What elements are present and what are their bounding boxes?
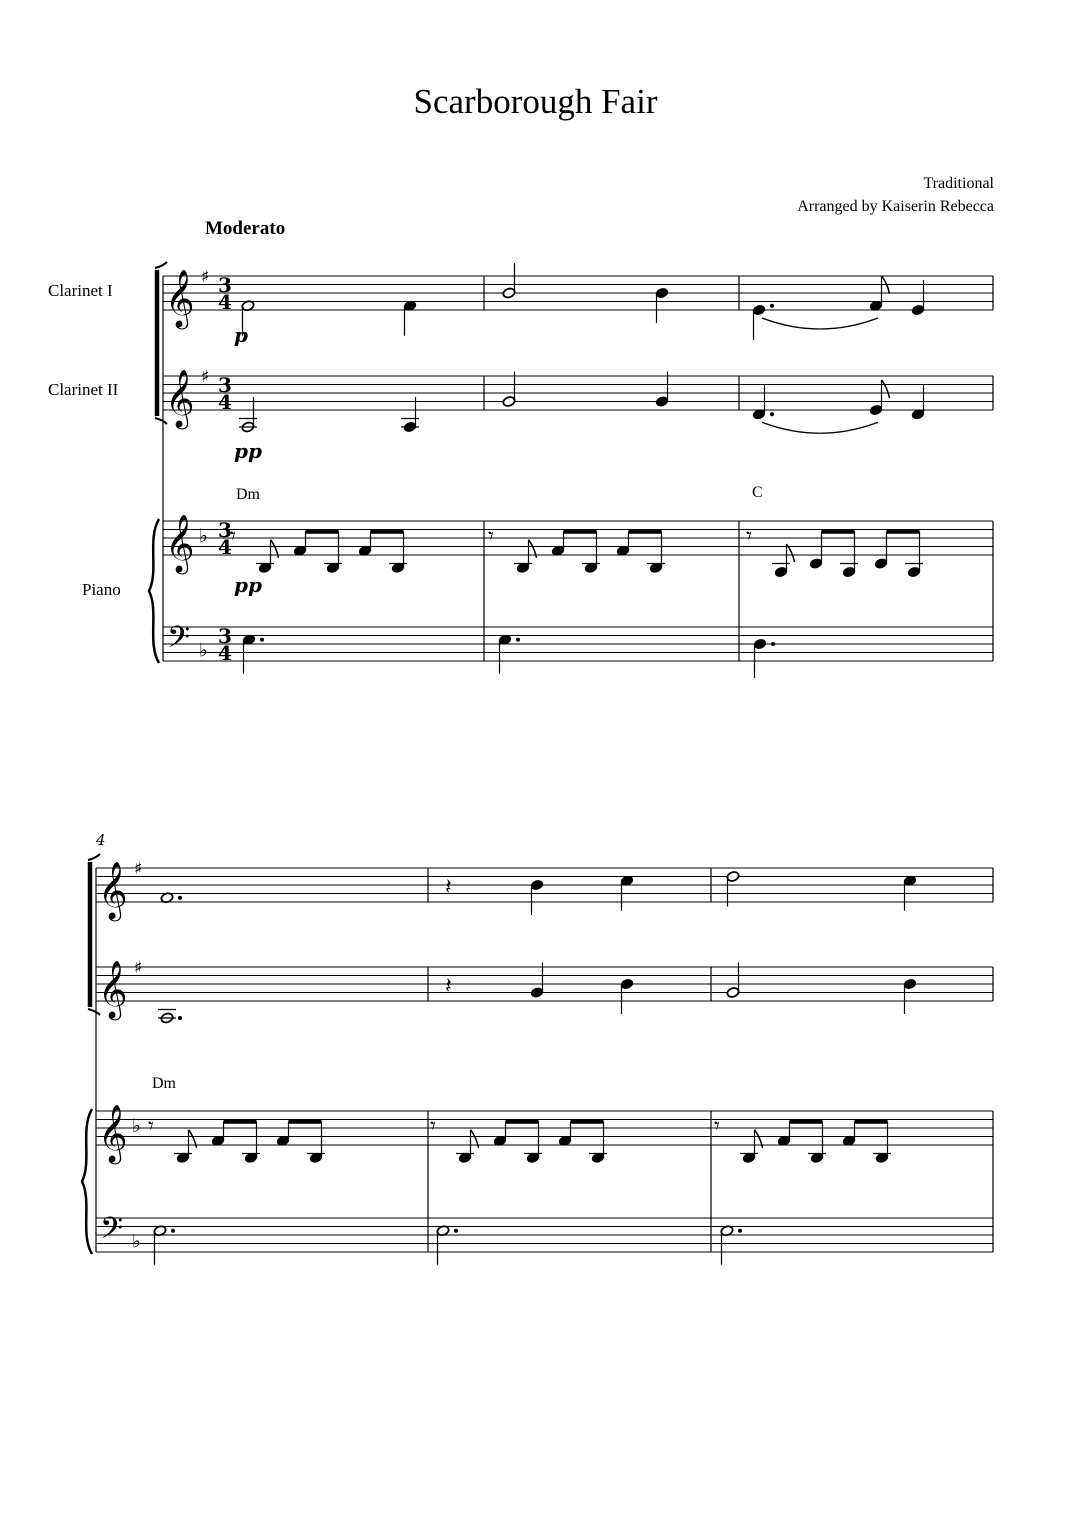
instrument-label-clarinet-2: Clarinet II xyxy=(48,380,119,399)
open-notehead xyxy=(726,987,740,999)
notehead xyxy=(774,566,788,578)
eighth-rest-icon: 𝄾 xyxy=(714,1114,720,1139)
flat-icon: ♭ xyxy=(199,639,208,662)
augmentation-dot xyxy=(260,638,264,642)
ensemble-bracket xyxy=(88,854,100,860)
chord-symbol: Dm xyxy=(152,1075,176,1092)
open-notehead xyxy=(502,396,516,408)
time-signature-numerator: 3 xyxy=(218,373,232,397)
flat-icon: ♭ xyxy=(132,1230,141,1253)
notehead xyxy=(530,879,544,891)
instrument-label-clarinet-1: Clarinet I xyxy=(48,281,113,300)
notehead xyxy=(874,558,888,570)
sharp-icon: ♯ xyxy=(201,267,210,287)
notehead xyxy=(753,638,767,650)
open-notehead xyxy=(502,287,516,299)
treble-clef-icon: 𝄞 xyxy=(98,861,128,919)
notehead xyxy=(655,396,669,408)
dynamic-marking: pp xyxy=(234,573,262,597)
treble-clef-icon: 𝄞 xyxy=(165,369,195,427)
notehead xyxy=(752,304,766,316)
time-signature-denominator: 4 xyxy=(218,535,232,559)
chord-symbol: C xyxy=(752,484,763,501)
piano-brace xyxy=(149,519,159,663)
composer-credit: Traditional xyxy=(923,175,994,192)
time-signature-denominator: 4 xyxy=(218,390,232,414)
ensemble-bracket xyxy=(155,262,167,268)
notehead xyxy=(907,566,921,578)
notehead xyxy=(842,566,856,578)
eighth-rest-icon: 𝄾 xyxy=(488,524,494,549)
sharp-icon: ♯ xyxy=(134,859,143,879)
score-title: Scarborough Fair xyxy=(413,82,658,121)
flat-icon: ♭ xyxy=(199,525,208,547)
augmentation-dot xyxy=(771,642,775,646)
bass-clef-icon: 𝄢 xyxy=(100,1212,124,1253)
slur xyxy=(762,318,878,329)
time-signature-numerator: 3 xyxy=(218,624,232,648)
treble-clef-icon: 𝄞 xyxy=(165,514,195,572)
notehead xyxy=(869,404,883,416)
quarter-rest-icon: 𝄽 xyxy=(445,974,452,999)
flat-icon: ♭ xyxy=(132,1115,141,1137)
quarter-rest-icon: 𝄽 xyxy=(445,875,452,900)
augmentation-dot xyxy=(171,1229,175,1233)
treble-clef-icon: 𝄞 xyxy=(165,269,195,327)
measure-number: 4 xyxy=(96,831,106,849)
eighth-rest-icon: 𝄾 xyxy=(148,1114,154,1139)
augmentation-dot xyxy=(770,412,774,416)
bass-clef-icon: 𝄢 xyxy=(167,621,191,662)
notehead xyxy=(903,978,917,990)
eighth-rest-icon: 𝄾 xyxy=(430,1114,436,1139)
notehead xyxy=(530,987,544,999)
sharp-icon: ♯ xyxy=(134,958,143,978)
piano-brace xyxy=(82,1109,92,1254)
tempo-marking: Moderato xyxy=(205,218,286,239)
augmentation-dot xyxy=(178,896,182,900)
eighth-rest-icon: 𝄾 xyxy=(746,524,752,549)
eighth-rest-icon: 𝄾 xyxy=(230,524,236,549)
notehead xyxy=(620,978,634,990)
time-signature-denominator: 4 xyxy=(218,641,232,665)
arranger-credit: Arranged by Kaiserin Rebecca xyxy=(797,198,994,215)
augmentation-dot xyxy=(178,1016,182,1020)
notehead xyxy=(911,304,925,316)
augmentation-dot xyxy=(770,304,774,308)
time-signature-denominator: 4 xyxy=(218,290,232,314)
treble-clef-icon: 𝄞 xyxy=(98,1104,128,1162)
augmentation-dot xyxy=(454,1229,458,1233)
note-flag xyxy=(882,380,890,398)
notehead xyxy=(655,287,669,299)
augmentation-dot xyxy=(516,638,520,642)
time-signature-numerator: 3 xyxy=(218,518,232,542)
chord-symbol: Dm xyxy=(236,486,260,503)
open-notehead xyxy=(726,871,740,883)
notehead xyxy=(809,558,823,570)
dynamic-marking: pp xyxy=(234,439,262,463)
sharp-icon: ♯ xyxy=(201,367,210,387)
time-signature-numerator: 3 xyxy=(218,273,232,297)
treble-clef-icon: 𝄞 xyxy=(98,960,128,1018)
slur xyxy=(762,422,878,433)
augmentation-dot xyxy=(738,1229,742,1233)
instrument-label-piano: Piano xyxy=(82,580,121,599)
dynamic-marking: p xyxy=(234,323,248,347)
